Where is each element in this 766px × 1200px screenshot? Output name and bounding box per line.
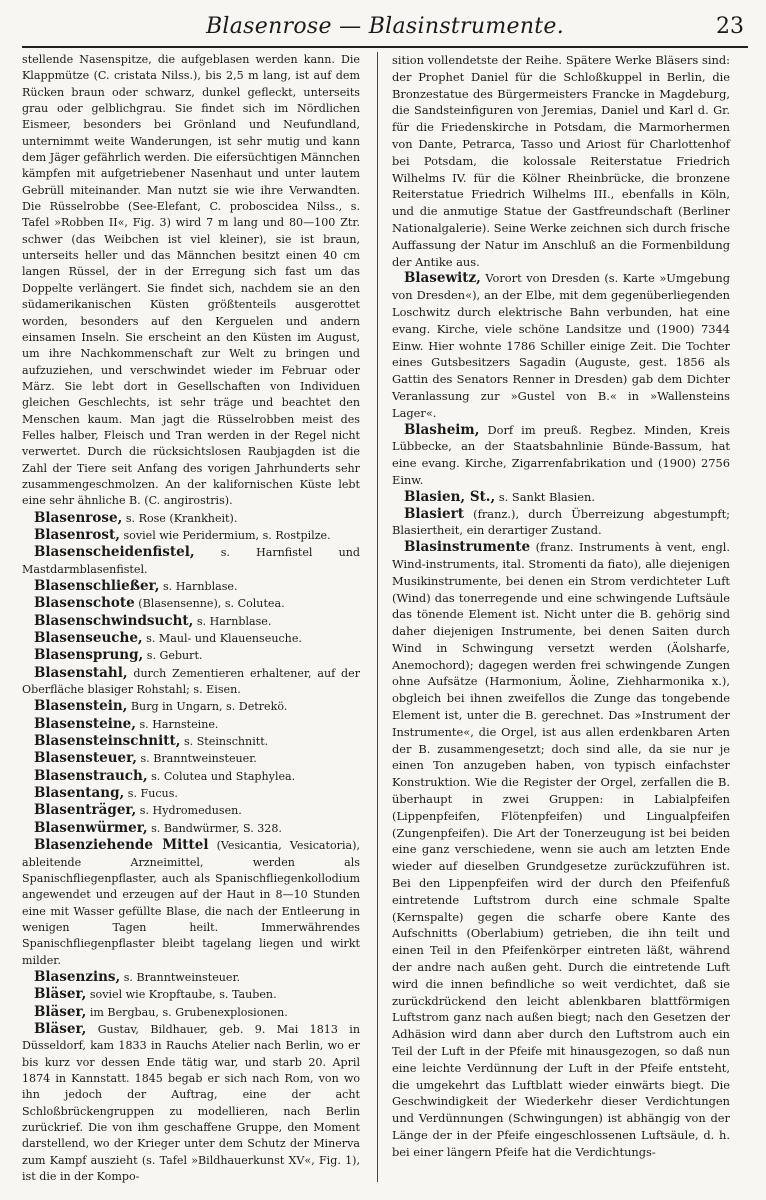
entry-headword: Blasheim,	[404, 421, 480, 438]
entry-headword: Blasenrost,	[34, 526, 120, 543]
entry-text: Burg in Ungarn, s. Detrekö.	[127, 700, 288, 714]
dictionary-entry	[22, 613, 360, 630]
entry-text: s. Branntweinsteuer.	[136, 752, 257, 766]
entry-headword: Blasiert	[404, 505, 464, 522]
entry-text: soviel wie Kropftaube, s. Tauben.	[86, 988, 277, 1002]
entry-headword: Blasenrose,	[34, 509, 123, 526]
entry-headword: Bläser,	[34, 1020, 87, 1037]
entry-headword: Blasensteine,	[34, 715, 136, 732]
dictionary-entry	[22, 802, 360, 819]
entry-headword: Blasien, St.,	[404, 488, 496, 505]
dictionary-entry	[22, 733, 360, 750]
dictionary-entry	[22, 1004, 360, 1021]
dictionary-entry	[22, 1021, 360, 1185]
entry-headword: Blasensprung,	[34, 647, 144, 664]
dictionary-entry	[22, 647, 360, 664]
entry-headword: Blasentang,	[34, 785, 125, 802]
entry-text: sition vollendetste der Reihe. Spätere Werke Bläsers sind: der Prophet Daniel für die Schloßkuppel in Berlin, die Bronzestatue des Bürgermeisters Francke in Magdeburg, die Sandsteinfiguren von Jeremias, Daniel und Karl d. Gr. für die Friedenskirche in Potsdam, die Marmorhermen von Dante, Petrarca, Tasso und Ariost für Charlottenhof bei Potsdam, die kolossale Reiterstatue Friedrich Wilhelms IV. für die Kölner Rheinbrücke, die bronzene Reiterstatue Friedrich Wilhelms III., ebenfalls in Köln, und die anmutige Statue der Gastfreundschaft (Berliner Nationalgalerie). Seine Werke zeichnen sich durch frische Auffassung der Natur im Anschluß an die Formenbildung der Antike aus.	[392, 53, 730, 269]
dictionary-entry	[22, 716, 360, 733]
dictionary-entry	[22, 698, 360, 715]
left-column	[22, 52, 360, 1185]
entry-text: (Blasensenne), s. Colutea.	[134, 597, 285, 611]
dictionary-entry	[22, 820, 360, 837]
dictionary-entry	[22, 52, 360, 510]
entry-headword: Blasenschwindsucht,	[34, 612, 194, 629]
entry-text: (franz.), durch Überreizung abgestumpft; Blasiertheit, ein derartiger Zustand.	[392, 506, 730, 538]
entry-headword: Blasenstein,	[34, 698, 128, 715]
dictionary-entry	[22, 750, 360, 767]
dictionary-entry	[392, 489, 730, 506]
dictionary-entry	[22, 986, 360, 1003]
entry-text: Dorf im preuß. Regbez. Minden, Kreis Lübbecke, an der Staatsbahnlinie Bünde-Bassum, hat eine evang. Kirche, Zigarrenfabrikation und (1900) 2756 Einw.	[392, 422, 730, 487]
dictionary-entry	[22, 510, 360, 527]
entry-text: Vorort von Dresden (s. Karte »Umgebung von Dresden«), an der Elbe, mit dem gegenüberliegenden Loschwitz durch elektrische Bahn verbunden, hat eine evang. Kirche, viele schöne Landsitze und (1900) 7344 Einw. Hier wohnte 1786 Schiller einige Zeit. Die Tochter eines Gutsbesitzers Sagadin (Auguste, gest. 1856 als Gattin des Senators Renner in Dresden) gab dem Dichter Veranlassung zur »Gustel von B.« in »Wallensteins Lager«.	[392, 271, 730, 420]
entry-text: (franz. Instruments à vent, engl. Wind-instruments, ital. Stromenti da fiato), alle diejenigen Musikinstrumente, bei denen ein Strom verdichteter Luft (Wind) das tonerregende und eine schwingende Luftsäule das tönende Element ist. Nicht unter die B. gehörig sind daher diejenigen Instrumente, bei denen Saiten durch Wind in Schwingung versetzt werden (Äolsharfe, Anemochord); dagegen werden frei schwingende Zungen ohne Aufsätze (Harmonium, Äoline, Ziehharmonika x.), obgleich bei ihnen zweifellos die Zunge das tongebende Element ist, unter die B. gerechnet. Das »Instrument der Instrumente«, die Orgel, ist aus allen erdenkbaren Arten der B. zusammengesetzt; doch sind alle, da sie nur je einen Ton anzugeben haben, von typisch einfachster Konstruktion. Wie die Register der Orgel, zerfallen die B. überhaupt in zwei Gruppen: in Labialpfeifen (Lippenpfeifen, Flötenpfeifen) und Lingualpfeifen (Zungenpfeifen). Die Art der Tonerzeugung ist bei beiden eine ganz verschiedene, wenn sie auch am letzten Ende wieder auf dieselben Grundgesetze zurückzuführen ist. Bei den Lippenpfeifen wird der durch den Pfeifenfuß eintretende Luftstrom durch eine schmale Spalte (Kernspalte) gegen die scharfe obere Kante des Aufschnitts (Oberlabium) getrieben, die ihn teilt und einen Teil in den Pfeifenkörper eintreten läßt, während der andre nach außen geht. Durch die eintretende Luft wird die innen befindliche so weit verdichtet, daß sie zurückdrückend den leicht ablenkbaren blattförmigen Luftstrom ganz nach außen biegt; nach den Gesetzen der Adhäsion wird dann aber durch den Luftstrom auch ein Teil der Luft in der Pfeife mit hinausgezogen, so daß nun eine leichte Verdünnung der Luft in der Pfeife entsteht, die umgekehrt das Luftblatt wieder einwärts biegt. Die Geschwindigkeit der Wiederkehr dieser Verdichtungen und Verdünnungen (Schwingungen) ist abhängig von der Länge der in der Pfeife eingeschlossenen Luftsäule, d. h. bei einer längern Pfeife hat die Verdichtungs-	[392, 540, 730, 1159]
running-title: Blasenrose — Blasinstrumente.	[205, 14, 565, 39]
entry-headword: Blasenstrauch,	[34, 767, 148, 784]
dictionary-entry	[22, 785, 360, 802]
dictionary-entry	[392, 52, 730, 270]
entry-headword: Blasensteinschnitt,	[34, 733, 181, 750]
dictionary-entry	[22, 837, 360, 969]
entry-headword: Blasenstahl,	[34, 664, 128, 681]
dictionary-entry	[22, 578, 360, 595]
header-rule	[22, 46, 748, 48]
entry-headword: Blasenseuche,	[34, 630, 143, 647]
entry-text: s. Harnblase.	[193, 614, 272, 628]
dictionary-entry	[22, 527, 360, 544]
entry-headword: Blasenschote	[34, 595, 135, 612]
column-divider	[377, 52, 378, 1182]
entry-text: s. Fucus.	[124, 787, 178, 801]
entry-text: (Vesicantia, Vesicatoria), ableitende Arzneimittel, werden als Spanischfliegenpflaster, auch als Spanischfliegenkollodium angewendet und erzeugen auf der Haut in 8—10 Stunden eine mit Wasser gefüllte Blase, die nach der Entleerung in wenigen Tagen heilt. Immerwährendes Spanischfliegenpflaster bleibt tagelang liegen und wirkt milder.	[22, 839, 360, 967]
dictionary-entry	[22, 969, 360, 986]
dictionary-entry	[392, 270, 730, 421]
entry-headword: Blasenziehende Mittel	[34, 837, 209, 854]
entry-text: s. Geburt.	[143, 649, 203, 663]
entry-text: s. Harnsteine.	[135, 717, 219, 731]
dictionary-entry	[392, 422, 730, 489]
right-column	[392, 52, 730, 1161]
entry-text: s. Steinschnitt.	[180, 735, 269, 749]
entry-text: Gustav, Bildhauer, geb. 9. Mai 1813 in Düsseldorf, kam 1833 in Rauchs Atelier nach Berlin, wo er bis kurz vor dessen Ende tätig war, und starb 20. April 1874 in Kannstatt. 1845 begab er sich nach Rom, von wo ihn jedoch der Auftrag, eine der acht Schloßbrückengruppen zu modellieren, nach Berlin zurückrief. Die von ihm geschaffene Gruppe, den Moment darstellend, wo der Krieger unter dem Schutz der Minerva zum Kampf auszieht (s. Tafel »Bildhauerkunst XV«, Fig. 1), ist die in der Kompo-	[22, 1022, 360, 1184]
dictionary-entry	[22, 544, 360, 578]
dictionary-entry	[22, 630, 360, 647]
entry-headword: Blasenwürmer,	[34, 819, 148, 836]
entry-text: s. Colutea und Staphylea.	[147, 769, 296, 783]
entry-text: s. Sankt Blasien.	[495, 489, 595, 504]
dictionary-entry	[22, 768, 360, 785]
entry-headword: Blasenträger,	[34, 802, 137, 819]
entry-headword: Bläser,	[34, 1003, 87, 1020]
entry-headword: Blasensteuer,	[34, 750, 137, 767]
entry-text: s. Maul- und Klauenseuche.	[142, 632, 302, 646]
entry-text: s. Harnblase.	[159, 580, 238, 593]
page-header	[22, 12, 748, 44]
dictionary-entry	[392, 506, 730, 540]
entry-text: im Bergbau, s. Grubenexplosionen.	[86, 1005, 288, 1019]
entry-text: s. Harnfistel und Mastdarmblasenfistel.	[22, 546, 360, 576]
entry-headword: Blasinstrumente	[404, 539, 531, 556]
page-number: 23	[716, 14, 744, 39]
dictionary-entry	[22, 595, 360, 612]
entry-headword: Blasenzins,	[34, 968, 121, 985]
entry-text: durch Zementieren erhaltener, auf der Oberfläche blasiger Rohstahl; s. Eisen.	[22, 666, 360, 697]
entry-headword: Blasenschließer,	[34, 578, 160, 594]
entry-headword: Bläser,	[34, 986, 87, 1003]
entry-text: s. Branntweinsteuer.	[120, 970, 241, 984]
entry-text: s. Bandwürmer, S. 328.	[147, 821, 282, 835]
dictionary-entry	[22, 665, 360, 699]
entry-text: soviel wie Peridermium, s. Rostpilze.	[119, 528, 331, 542]
entry-text: s. Hydromedusen.	[136, 804, 242, 818]
entry-text: s. Rose (Krankheit).	[122, 511, 238, 525]
entry-headword: Blasewitz,	[404, 270, 481, 287]
entry-text: stellende Nasenspitze, die aufgeblasen werden kann. Die Klappmütze (C. cristata Nilss.), bis 2,5 m lang, ist auf dem Rücken braun oder schwarz, dunkel gefleckt, unterseits grau oder gelblichgrau. Sie findet sich im Nördlichen Eismeer, besonders bei Grönland und Neufundland, unternimmt weite Wanderungen, ist sehr mutig und kann dem Jäger gefährlich werden. Die eifersüchtigen Männchen kämpfen mit aufgetriebener Nasenhaut und unter lautem Gebrüll miteinander. Man nutzt sie wie ihre Verwandten. Die Rüsselrobbe (See-Elefant, C. proboscidea Nilss., s. Tafel »Robben II«, Fig. 3) wird 7 m lang und 80—100 Ztr. schwer (das Weibchen ist viel kleiner), sie ist braun, unterseits heller und das Männchen besitzt einen 40 cm langen Rüssel, der in der Erregung sich fast um das Doppelte verlängert. Sie findet sich, nachdem sie an den südamerikanischen Küsten größtenteils ausgerottet worden, besonders auf den Kerguelen und andern einsamen Inseln. Sie erscheint an den Küsten im August, um ihre Nachkommenschaft zur Welt zu bringen und aufzuziehen, und verschwindet wieder im Februar oder März. Sie lebt dort in Gesellschaften von Individuen gleichen Geschlechts, ist sehr träge und beachtet den Menschen kaum. Man jagt die Rüsselrobben meist des Felles halber, Fleisch und Tran werden in der Regel nicht verwertet. Durch die rücksichtslosen Raubjagden ist die Zahl der Tiere seit Anfang des vorigen Jahrhunderts sehr zusammengeschmolzen. An der kalifornischen Küste lebt eine sehr ähnliche B. (C. angirostris).	[22, 53, 360, 508]
entry-headword: Blasenscheidenfistel,	[34, 544, 195, 561]
dictionary-entry	[392, 539, 730, 1160]
